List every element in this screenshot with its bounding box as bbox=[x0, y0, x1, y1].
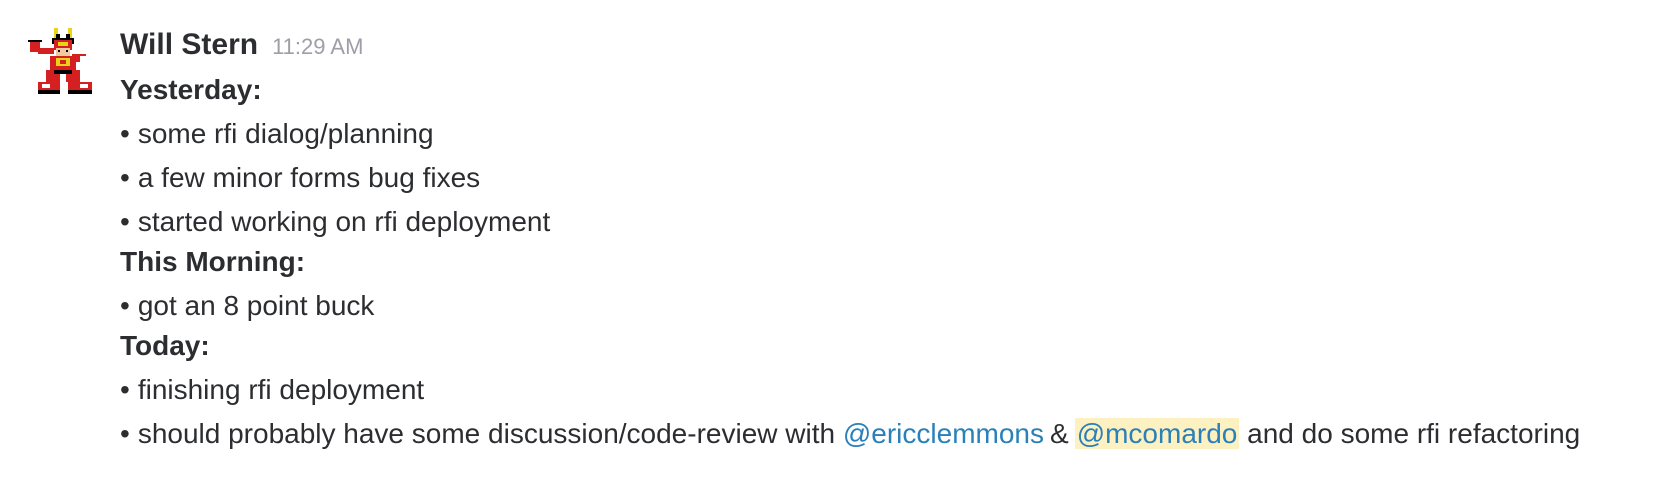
bullet: • bbox=[120, 162, 130, 193]
bullet: • bbox=[120, 290, 130, 321]
list-item-text: finishing rfi deployment bbox=[137, 374, 425, 405]
list-item bbox=[120, 284, 1650, 328]
list-item-text-prefix: should probably have some discussion/code-review with bbox=[137, 418, 836, 449]
bullet: • bbox=[120, 374, 130, 405]
section-heading-yesterday: Yesterday: bbox=[120, 74, 262, 105]
section-heading-this-morning: This Morning: bbox=[120, 246, 306, 277]
message-timestamp[interactable]: 11:29 AM bbox=[272, 34, 364, 59]
section-heading-today: Today: bbox=[120, 330, 210, 361]
list-item bbox=[120, 412, 1650, 456]
message-content bbox=[120, 28, 1650, 456]
list-item bbox=[120, 200, 1650, 244]
bullet: • bbox=[120, 118, 130, 149]
mention-mcomardo-highlighted[interactable]: @mcomardo bbox=[1076, 418, 1238, 449]
pixel-robot-avatar-icon bbox=[26, 26, 96, 98]
author-name[interactable]: Will Stern bbox=[120, 28, 259, 61]
list-item-text: a few minor forms bug fixes bbox=[137, 162, 481, 193]
mention-ericclemmons[interactable]: @ericclemmons bbox=[842, 418, 1044, 449]
list-item bbox=[120, 156, 1650, 200]
ampersand-text: & bbox=[1050, 418, 1069, 449]
message-header bbox=[120, 28, 1650, 72]
list-item-text: started working on rfi deployment bbox=[137, 206, 551, 237]
user-avatar[interactable] bbox=[26, 26, 96, 98]
bullet: • bbox=[120, 206, 130, 237]
list-item-text: some rfi dialog/planning bbox=[137, 118, 434, 149]
list-item-text-suffix: and do some rfi refactoring bbox=[1247, 418, 1581, 449]
list-item bbox=[120, 112, 1650, 156]
list-item bbox=[120, 368, 1650, 412]
bullet: • bbox=[120, 418, 130, 449]
list-item-text: got an 8 point buck bbox=[137, 290, 375, 321]
